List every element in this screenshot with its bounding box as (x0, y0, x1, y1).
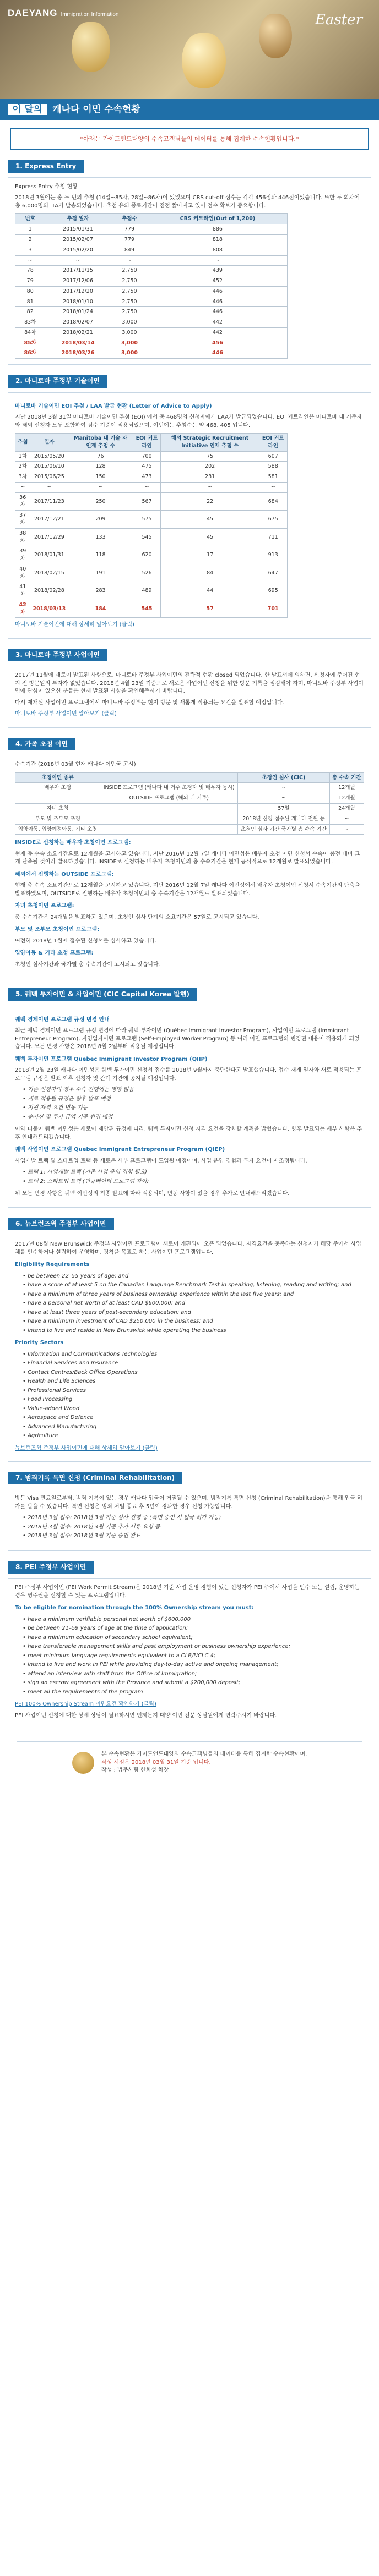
table-cell: 209 (68, 511, 133, 529)
table-cell: 2018/01/31 (30, 546, 68, 564)
table-header-cell: 해외 Strategic Recruitment Initiative 인재 추첨 수 (161, 434, 259, 452)
table-cell: 2017/11/15 (45, 266, 111, 276)
list-item: • have a minimum of three years of business ownership experience within the last five years; and (23, 1291, 364, 1299)
table-header-cell: 추첨수 (111, 214, 148, 224)
table-cell: 2018/01/10 (45, 297, 111, 307)
table-cell: 81 (15, 297, 45, 307)
table-header-cell: 번호 (15, 214, 45, 224)
table-cell: 779 (111, 235, 148, 245)
table-cell: 3,000 (111, 348, 148, 359)
section-text: 방문 Visa 만료일로부터, 범죄 기록이 있는 경우 캐나다 입국이 거절될 수 있으며, 범죄기록 특면 신청 (Criminal Rehabilitation)을 통해 입국 허가를 받을 수 있습니다. 특면 신청은 범죄 처벌 종료 후 5년이 경과한 경우 신청 가능합니다. (15, 1495, 362, 1510)
table-cell: 36차 (15, 492, 30, 511)
table-cell: 83차 (15, 317, 45, 328)
table-cell: 446 (148, 348, 287, 359)
table-cell: 711 (259, 528, 287, 546)
table-cell: 150 (68, 472, 133, 483)
table-cell: 250 (68, 492, 133, 511)
table-cell: 701 (259, 600, 287, 618)
table-cell: 2차 (15, 462, 30, 472)
table-cell: 439 (148, 266, 287, 276)
list-item: • have a personal net worth of at least CAD $600,000; and (23, 1300, 364, 1308)
table-cell: 38차 (15, 528, 30, 546)
table-row (15, 582, 288, 600)
table-cell: 2015/06/25 (30, 472, 68, 483)
table-cell: 40차 (15, 564, 30, 582)
pei-link[interactable]: PEI 100% Ownership Stream 이민요건 확인하기 (클릭) (15, 1701, 156, 1708)
table-cell: 2017/12/20 (45, 286, 111, 297)
priority-sector-list (23, 1351, 364, 1440)
table-header-cell: Manitoba 내 기술 자 인재 추첨 수 (68, 434, 133, 452)
table-cell: 446 (148, 307, 287, 317)
table-row (15, 224, 288, 235)
table-row (15, 307, 288, 317)
table-cell: 입양아동, 입양예정아동, 기타 초청 (15, 824, 100, 835)
table-cell: 82 (15, 307, 45, 317)
table-cell: 675 (259, 511, 287, 529)
list-item: • 트랙 1: 사업개발 트랙 (기존 사업 운영 경험 필요) (23, 1169, 364, 1177)
list-item: • Financial Services and Insurance (23, 1360, 364, 1368)
section-text: 2017년 08월 New Brunswick 주정부 사업이민 프로그램이 새로이 개편되어 오픈 되었습니다. 자격요건을 충족하는 신청자가 해당 주에서 사업체를 인수하거나 설립하여 운영하며, 정착을 목표로 하는 사업이민 프로그램입니다. (15, 1241, 361, 1256)
company-logo-icon (72, 1752, 94, 1774)
list-item: • Food Processing (23, 1396, 364, 1404)
table-cell: 849 (111, 245, 148, 255)
eligibility-list (23, 1273, 364, 1335)
table-cell: ~ (68, 482, 133, 492)
section-subtitle: 수속기간 (2018년 03월 현재 캐나다 이민국 고시) (15, 761, 136, 768)
list-item: • Advanced Manufacturing (23, 1423, 364, 1432)
table-row (15, 327, 288, 338)
section-heading: 4. 가족 초청 이민 (8, 738, 75, 750)
table-cell: 12개월 (329, 783, 364, 793)
section-subtitle: 퀘벡 사업이민 프로그램 Quebec Immigrant Entrepreneur Program (QIEP) (15, 1147, 225, 1153)
section-text: 위 모든 변경 사항은 퀘벡 이민성의 최종 발표에 따라 적용되며, 변동 사항이 있을 경우 추가로 안내해드리겠습니다. (15, 1191, 290, 1197)
list-item: • 기존 신청자의 경우 수속 진행에는 영향 없음 (23, 1086, 364, 1094)
table-cell: 부모 및 조부모 초청 (15, 814, 100, 824)
quebec-track-list (23, 1169, 364, 1186)
section-text: 현재 총 수속 소요기간으로 12개월을 고시하고 있습니다. 지난 2016년 12월 7일 캐나다 이민성에서 배우자 초청이민 신청서 수속기간의 단축을 발표하였으며, OUTSIDE로 진행하는 배우자 초청이민의 총 수속기간은 12개월로 발표되었습니다. (15, 883, 360, 897)
table-cell: 128 (68, 462, 133, 472)
table-header-cell: 추첨 (15, 434, 30, 452)
table-header-cell: EOI 커트라인 (133, 434, 161, 452)
table-row (15, 803, 364, 814)
table-row (15, 297, 288, 307)
table-cell: 37차 (15, 511, 30, 529)
table-cell: 3,000 (111, 338, 148, 348)
quebec-bullet-list (23, 1086, 364, 1121)
table-cell: 2018/02/07 (45, 317, 111, 328)
section-manitoba-skilled (8, 375, 371, 639)
table-cell: 913 (259, 546, 287, 564)
table-cell: 84 (161, 564, 259, 582)
section-text: 최근 퀘벡 경제이민 프로그램 규정 변경에 따라 퀘벡 투자이민 (Québec Immigrant Investor Program), 사업이민 프로그램 (Immigrant Entrepreneur Program), 자영업자이민 프로그램 (Self-Employed Worker Program) 등 여러 이민 프로그램의 변경된 내용이 적용되게 되었습니다. 모든 변경 사항은 2018년 8월 2일부터 적용될 예정입니다. (15, 1028, 360, 1050)
section-text: 지난 2018년 3월 31일 마니토바 기술이민 추첨 (EOI) 에서 총 468명의 신청자에게 LAA가 발급되었습니다. EOI 커트라인은 마니토바 내 거주자와 해외 신청자 모두 포함하여 점수 기준이 적용되었으며, 이번에는 추첨수는 약 468, 405 입니다. (15, 414, 362, 429)
list-item: • be between 22–55 years of age; and (23, 1273, 364, 1281)
table-row (15, 824, 364, 835)
list-item: • Information and Communications Technologies (23, 1351, 364, 1359)
table-cell: 44 (161, 582, 259, 600)
table-cell (15, 793, 100, 804)
table-cell: 39차 (15, 546, 30, 564)
table-cell: 808 (148, 245, 287, 255)
eligibility-heading: Eligibility Requirements (15, 1262, 90, 1268)
footer-note (17, 1741, 362, 1784)
newsletter-title: 이 달의 캐나다 이민 수속현황 (0, 99, 379, 120)
table-cell: 78 (15, 266, 45, 276)
table-cell: 2 (15, 235, 45, 245)
table-row (15, 276, 288, 287)
easter-egg-image (259, 14, 292, 58)
table-cell: ~ (148, 255, 287, 266)
list-item: • have a minimum verifiable personal net worth of $600,000 (23, 1616, 364, 1624)
eligibility-heading: To be eligible for nomination through the 100% Ownership stream you must: (15, 1605, 254, 1612)
table-cell: 2015/06/10 (30, 462, 68, 472)
table-cell: 85차 (15, 338, 45, 348)
table-row (15, 783, 364, 793)
table-cell: ~ (133, 482, 161, 492)
list-item: • Contact Centres/Back Office Operations (23, 1369, 364, 1377)
priority-heading: Priority Sectors (15, 1340, 64, 1346)
table-cell: 17 (161, 546, 259, 564)
section-text: 총 수속기간은 24개월을 발표하고 있으며, 초청인 심사 단계의 소요기간은 57일로 고시되고 있습니다. (15, 914, 259, 920)
table-cell: 526 (133, 564, 161, 582)
table-row (15, 528, 288, 546)
table-row (15, 492, 288, 511)
table-cell: 2018/02/15 (30, 564, 68, 582)
table-cell: 45 (161, 511, 259, 529)
table-cell: ~ (238, 783, 330, 793)
table-cell: ~ (15, 255, 45, 266)
brand-logo[interactable]: DAEYANG Immigration Information (8, 8, 119, 18)
table-cell: 231 (161, 472, 259, 483)
table-row (15, 266, 288, 276)
table-cell: 1 (15, 224, 45, 235)
section-heading: 1. Express Entry (8, 160, 84, 173)
table-header-cell: 초청이민 종류 (15, 772, 100, 783)
table-cell: OUTSIDE 프로그램 (해외 내 거주) (100, 793, 238, 804)
table-cell: 446 (148, 286, 287, 297)
footer-line: 본 수속현황은 가이드앤드대양의 수속고객님들의 데이터를 통해 집계한 수속현황이며, (101, 1751, 307, 1758)
section-criminal-rehab (8, 1472, 371, 1551)
section-heading: 5. 퀘벡 투자이민 & 사업이민 (CIC Capital Korea 발행) (8, 988, 197, 1001)
table-cell: 2018년 신청 접수된 캐나다 전원 등 (238, 814, 330, 824)
list-item: • 지원 자격 요건 변동 가능 (23, 1104, 364, 1112)
table-cell: 202 (161, 462, 259, 472)
table-cell: 41차 (15, 582, 30, 600)
list-item: • intend to live and reside in New Brunswick while operating the business (23, 1327, 364, 1335)
table-row (15, 546, 288, 564)
table-cell: 3,000 (111, 317, 148, 328)
table-cell: ~ (238, 793, 330, 804)
table-cell: 2017/11/23 (30, 492, 68, 511)
table-cell: 2018/03/14 (45, 338, 111, 348)
list-item: • have at least three years of post-secondary education; and (23, 1309, 364, 1317)
inside-heading: INSIDE로 신청하는 배우자 초청이민 프로그램: (15, 840, 131, 846)
table-cell: 75 (161, 451, 259, 462)
table-cell: ~ (45, 255, 111, 266)
table-cell: 1차 (15, 451, 30, 462)
section-text: PEI 사업이민 신청에 대한 상세 상담이 필요하시면 언제든지 대양 이민 전문 상담원에게 연락주시기 바랍니다. (15, 1712, 277, 1719)
table-row (15, 245, 288, 255)
footer-line: 작성 시점은 2018년 03월 31일 기준 입니다. (101, 1759, 211, 1766)
table-cell: 607 (259, 451, 287, 462)
section-text: 2018년 2월 23일 캐나다 이민성은 퀘벡 투자이민 신청서 접수를 2018년 9월까지 중단한다고 발표했습니다. 접수 재개 일자와 새로 적용되는 프로그램 규정은 발표 이후 신청자 및 관계 기관에 공지될 예정입니다. (15, 1067, 362, 1082)
table-cell: 초청인 심사 기간 국가별 총 수속 기간 (238, 824, 330, 835)
list-item: • Value-added Wood (23, 1405, 364, 1413)
table-header-cell: 총 수속 기간 (329, 772, 364, 783)
table-row (15, 600, 288, 618)
table-cell: 575 (133, 511, 161, 529)
table-row (15, 814, 364, 824)
manitoba-skilled-link[interactable]: 마니토바 기술이민에 대해 상세히 알아보기 (클릭) (15, 622, 134, 628)
parent-heading: 부모 및 조부모 초청이민 프로그램: (15, 927, 100, 933)
section-heading: 8. PEI 주정부 사업이민 (8, 1561, 94, 1574)
section-text: 2018년 3월에는 총 두 번의 추첨 (14일~85차, 28일~86차)이 있었으며 CRS cut-off 점수는 각각 456점과 446점이었습니다. 또한 두 회차에 총 6,000명의 ITA가 발송되었습니다. 추첨 유의 종료기간이 점점 짧아지고 있어 점수 확보가 중요합니다. (15, 195, 360, 209)
table-cell: 2015/01/31 (45, 224, 111, 235)
table-header-cell: CRS 커트라인(Out of 1,200) (148, 214, 287, 224)
table-cell: 24개월 (329, 803, 364, 814)
table-cell: 2,750 (111, 307, 148, 317)
list-item: • 2018년 3월 접수: 2018년 3월 기준 심사 진행 중 (특면 승인 시 입국 허가 가능) (23, 1514, 364, 1522)
table-cell: 191 (68, 564, 133, 582)
family-sponsorship-table (15, 772, 364, 835)
table-cell: 779 (111, 224, 148, 235)
table-cell: 475 (133, 462, 161, 472)
table-cell: 86차 (15, 348, 45, 359)
child-heading: 자녀 초청이민 프로그램: (15, 903, 74, 909)
section-text: 다시 재개된 사업이민 프로그램에서 마니토바 주정부는 현지 방문 및 새롭게 적용되는 요건을 발표할 예정입니다. (15, 699, 284, 706)
list-item: • have a score of at least 5 on the Canadian Language Benchmark Test in speaking, listening, reading and writing; and (23, 1281, 364, 1290)
table-cell (100, 824, 238, 835)
manitoba-business-link[interactable]: 마니토바 주정부 사업이민 알아보기 (클릭) (15, 711, 117, 717)
table-cell: 473 (133, 472, 161, 483)
table-cell: 184 (68, 600, 133, 618)
table-cell: 647 (259, 564, 287, 582)
section-heading: 7. 범죄기록 특면 신청 (Criminal Rehabilitation) (8, 1472, 182, 1484)
table-cell: 57일 (238, 803, 330, 814)
table-cell: 자녀 초청 (15, 803, 100, 814)
section-text: 이와 더불어 퀘벡 이민성은 새로이 제안된 규정에 따라, 퀘벡 투자이민 신청 자격 요건을 강화할 계획을 밝혔습니다. 향후 발표되는 세부 사항은 추후 안내해드리겠습니다. (15, 1126, 362, 1141)
list-item: • 순자산 및 투자 금액 기준 변경 예정 (23, 1114, 364, 1122)
table-header-cell: 추첨 일자 (45, 214, 111, 224)
section-text: 현재 총 수속 소요기간으로 12개월을 고시하고 있습니다. 지난 2016년 12월 7일 캐나다 이민성은 배우자 초청 이민 신청서 수속이 종전 대비 크게 단축될 것이라 발표하였습니다. INSIDE로 신청하는 배우자 초청이민의 총 수속기간은 현재 공식적으로 12개월로 발표되었습니다. (15, 851, 360, 865)
list-item: • have a minimum investment of CAD $250,000 in the business; and (23, 1318, 364, 1326)
list-item: • Professional Services (23, 1387, 364, 1395)
table-cell: 2015/02/07 (45, 235, 111, 245)
intro-note: *아래는 가이드앤드대양의 수속고객님들의 데이터를 통해 집계한 수속현황입니다.* (10, 128, 369, 150)
section-pei (8, 1561, 371, 1729)
section-subtitle: 마니토바 기술이민 EOI 추첨 / LAA 발급 현황 (Letter of Advice to Apply) (15, 403, 212, 409)
table-cell: 3차 (15, 472, 30, 483)
table-cell: 3,000 (111, 327, 148, 338)
table-row (15, 462, 288, 472)
table-row (15, 338, 288, 348)
list-item: • have transferable management skills and past employment or business ownership experience; (23, 1643, 364, 1651)
table-cell: 446 (148, 297, 287, 307)
table-cell: 2015/02/20 (45, 245, 111, 255)
table-cell: 489 (133, 582, 161, 600)
table-cell: 22 (161, 492, 259, 511)
table-cell: 545 (133, 600, 161, 618)
easter-egg-image (182, 33, 226, 88)
table-cell: 452 (148, 276, 287, 287)
section-subtitle: 퀘벡 경제이민 프로그램 규정 변경 안내 (15, 1016, 110, 1023)
table-row (15, 317, 288, 328)
table-row (15, 511, 288, 529)
table-row (15, 793, 364, 804)
table-cell: ~ (30, 482, 68, 492)
section-text: PEI 주정부 사업이민 (PEI Work Permit Stream)은 2018년 기준 사업 운영 경험이 있는 신청자가 PEI 주에서 사업을 인수 또는 설립, 운영하는 경우 영주권을 신청할 수 있는 프로그램입니다. (15, 1585, 360, 1599)
list-item: • sign an escrow agreement with the Province and submit a $200,000 deposit; (23, 1679, 364, 1687)
section-heading: 3. 마니토바 주정부 사업이민 (8, 649, 107, 661)
table-header-cell: EOI 커트라인 (259, 434, 287, 452)
table-cell: INSIDE 프로그램 (캐나다 내 거주 초청자 및 배우자 동시) (100, 783, 238, 793)
table-cell: 2017/12/21 (30, 511, 68, 529)
adopt-heading: 입양아동 & 기타 초청 프로그램: (15, 950, 94, 957)
section-manitoba-business (8, 649, 371, 728)
table-cell: 2015/05/20 (30, 451, 68, 462)
list-item: • 2018년 3월 접수: 2018년 3월 기준 추가 서류 요청 중 (23, 1523, 364, 1532)
easter-heading: Easter (315, 12, 362, 28)
list-item: • have a minimum education of secondary school equivalent; (23, 1634, 364, 1642)
section-family-sponsorship (8, 738, 371, 978)
table-row (15, 472, 288, 483)
outside-heading: 해외에서 진행하는 OUTSIDE 프로그램: (15, 871, 114, 878)
table-cell: 57 (161, 600, 259, 618)
table-cell: 442 (148, 327, 287, 338)
manitoba-eoi-table (15, 433, 288, 618)
table-cell: 2018/03/13 (30, 600, 68, 618)
table-cell: 442 (148, 317, 287, 328)
table-cell: ~ (111, 255, 148, 266)
table-row (15, 348, 288, 359)
table-cell: 2,750 (111, 297, 148, 307)
section-subtitle: 퀘벡 투자이민 프로그램 Quebec Immigrant Investor Program (QIIP) (15, 1056, 208, 1062)
table-cell: 2,750 (111, 266, 148, 276)
section-text: 초청인 심사기간과 국가별 총 수속기간이 고시되고 있습니다. (15, 961, 160, 968)
table-cell: 79 (15, 276, 45, 287)
table-cell: 588 (259, 462, 287, 472)
table-cell: 2017/12/29 (30, 528, 68, 546)
new-brunswick-link[interactable]: 뉴브런즈윅 주정부 사업이민에 대해 상세히 알아보기 (클릭) (15, 1445, 158, 1451)
table-cell: 133 (68, 528, 133, 546)
table-cell: 684 (259, 492, 287, 511)
table-cell: 2018/01/24 (45, 307, 111, 317)
list-item: • intend to live and work in PEI while providing day-to-day active and ongoing management; (23, 1661, 364, 1669)
easter-egg-image (72, 22, 110, 72)
table-cell: 118 (68, 546, 133, 564)
table-cell: 545 (133, 528, 161, 546)
table-cell: 886 (148, 224, 287, 235)
section-text: 2017년 11월에 새로이 발표된 사항으로, 마니토바 주정부 사업이민의 전략적 현황 closed 되었습니다. 한 발표서에 의하면, 신청자에 주어진 현지 전 방문일의 투자가 없었습니다. 2018년 4월 23일 기준으로 새로운 사업이민 신청을 위한 방문 기록을 점검해야 하며, 마니토바 주정부 사업이민에 관심이 있으신 분들은 현재 발표된 사항을 확인해주시기 바랍니다. (15, 672, 364, 695)
table-cell (100, 814, 238, 824)
table-cell: 567 (133, 492, 161, 511)
table-cell: 84차 (15, 327, 45, 338)
table-row (15, 255, 288, 266)
list-item: • Agriculture (23, 1432, 364, 1440)
table-cell (100, 803, 238, 814)
list-item: • meet all the requirements of the program (23, 1689, 364, 1697)
pei-eligibility-list (23, 1616, 364, 1697)
table-cell: 2,750 (111, 276, 148, 287)
footer-line: 작성 : 법무사팀 한희성 차장 (101, 1767, 169, 1774)
table-cell: 456 (148, 338, 287, 348)
table-cell: 2018/02/28 (30, 582, 68, 600)
list-item: • attend an interview with staff from the Office of Immigration; (23, 1670, 364, 1679)
table-cell: 42차 (15, 600, 30, 618)
table-row (15, 482, 288, 492)
table-cell: 283 (68, 582, 133, 600)
table-cell: 620 (133, 546, 161, 564)
table-cell: ~ (161, 482, 259, 492)
section-new-brunswick (8, 1218, 371, 1462)
table-header-cell: 초청인 심사 (CIC) (238, 772, 330, 783)
table-cell: ~ (15, 482, 30, 492)
table-cell: ~ (259, 482, 287, 492)
table-row (15, 451, 288, 462)
section-heading: 2. 마니토바 주정부 기술이민 (8, 375, 107, 387)
header-banner (0, 0, 379, 99)
list-item: • Aerospace and Defence (23, 1414, 364, 1422)
list-item: • 2018년 3월 접수: 2018년 3월 기준 승인 완료 (23, 1532, 364, 1541)
table-row (15, 235, 288, 245)
table-cell: 76 (68, 451, 133, 462)
table-cell: 2018/02/21 (45, 327, 111, 338)
list-item: • 새로 적용될 규정은 향후 발표 예정 (23, 1095, 364, 1104)
list-item: • meet minimum language requirements equivalent to a CLB/NCLC 4; (23, 1652, 364, 1660)
list-item: • 트랙 2: 스타트업 트랙 (인큐베이터 프로그램 참여) (23, 1178, 364, 1186)
section-quebec (8, 988, 371, 1207)
table-row (15, 286, 288, 297)
section-text: 사업개발 트랙 및 스타트업 트랙 등 새로운 세부 프로그램이 도입될 예정이며, 사업 운영 경험과 투자 요건이 재조정됩니다. (15, 1158, 307, 1164)
list-item: • Health and Life Sciences (23, 1378, 364, 1386)
rehab-case-list (23, 1514, 364, 1541)
table-cell: 45 (161, 528, 259, 546)
table-cell: 700 (133, 451, 161, 462)
table-header-cell (100, 772, 238, 783)
table-cell: 3 (15, 245, 45, 255)
table-cell: 12개월 (329, 793, 364, 804)
section-express-entry (8, 160, 371, 365)
table-cell: 배우자 초청 (15, 783, 100, 793)
section-text: 여전히 2018년 1월에 접수된 신청서를 심사하고 있습니다. (15, 938, 156, 944)
section-heading: 6. 뉴브런즈윅 주정부 사업이민 (8, 1218, 114, 1230)
table-cell: 581 (259, 472, 287, 483)
table-cell: 80 (15, 286, 45, 297)
table-cell: 818 (148, 235, 287, 245)
table-cell: 2018/03/26 (45, 348, 111, 359)
section-text: Express Entry 추첨 현황 (15, 183, 78, 190)
table-header-cell: 일자 (30, 434, 68, 452)
list-item: • be between 21–59 years of age at the time of application; (23, 1625, 364, 1633)
table-cell: ~ (329, 814, 364, 824)
table-cell: 2017/12/06 (45, 276, 111, 287)
table-cell: ~ (329, 824, 364, 835)
table-row (15, 564, 288, 582)
table-cell: 2,750 (111, 286, 148, 297)
table-cell: 695 (259, 582, 287, 600)
express-entry-table (15, 213, 288, 359)
